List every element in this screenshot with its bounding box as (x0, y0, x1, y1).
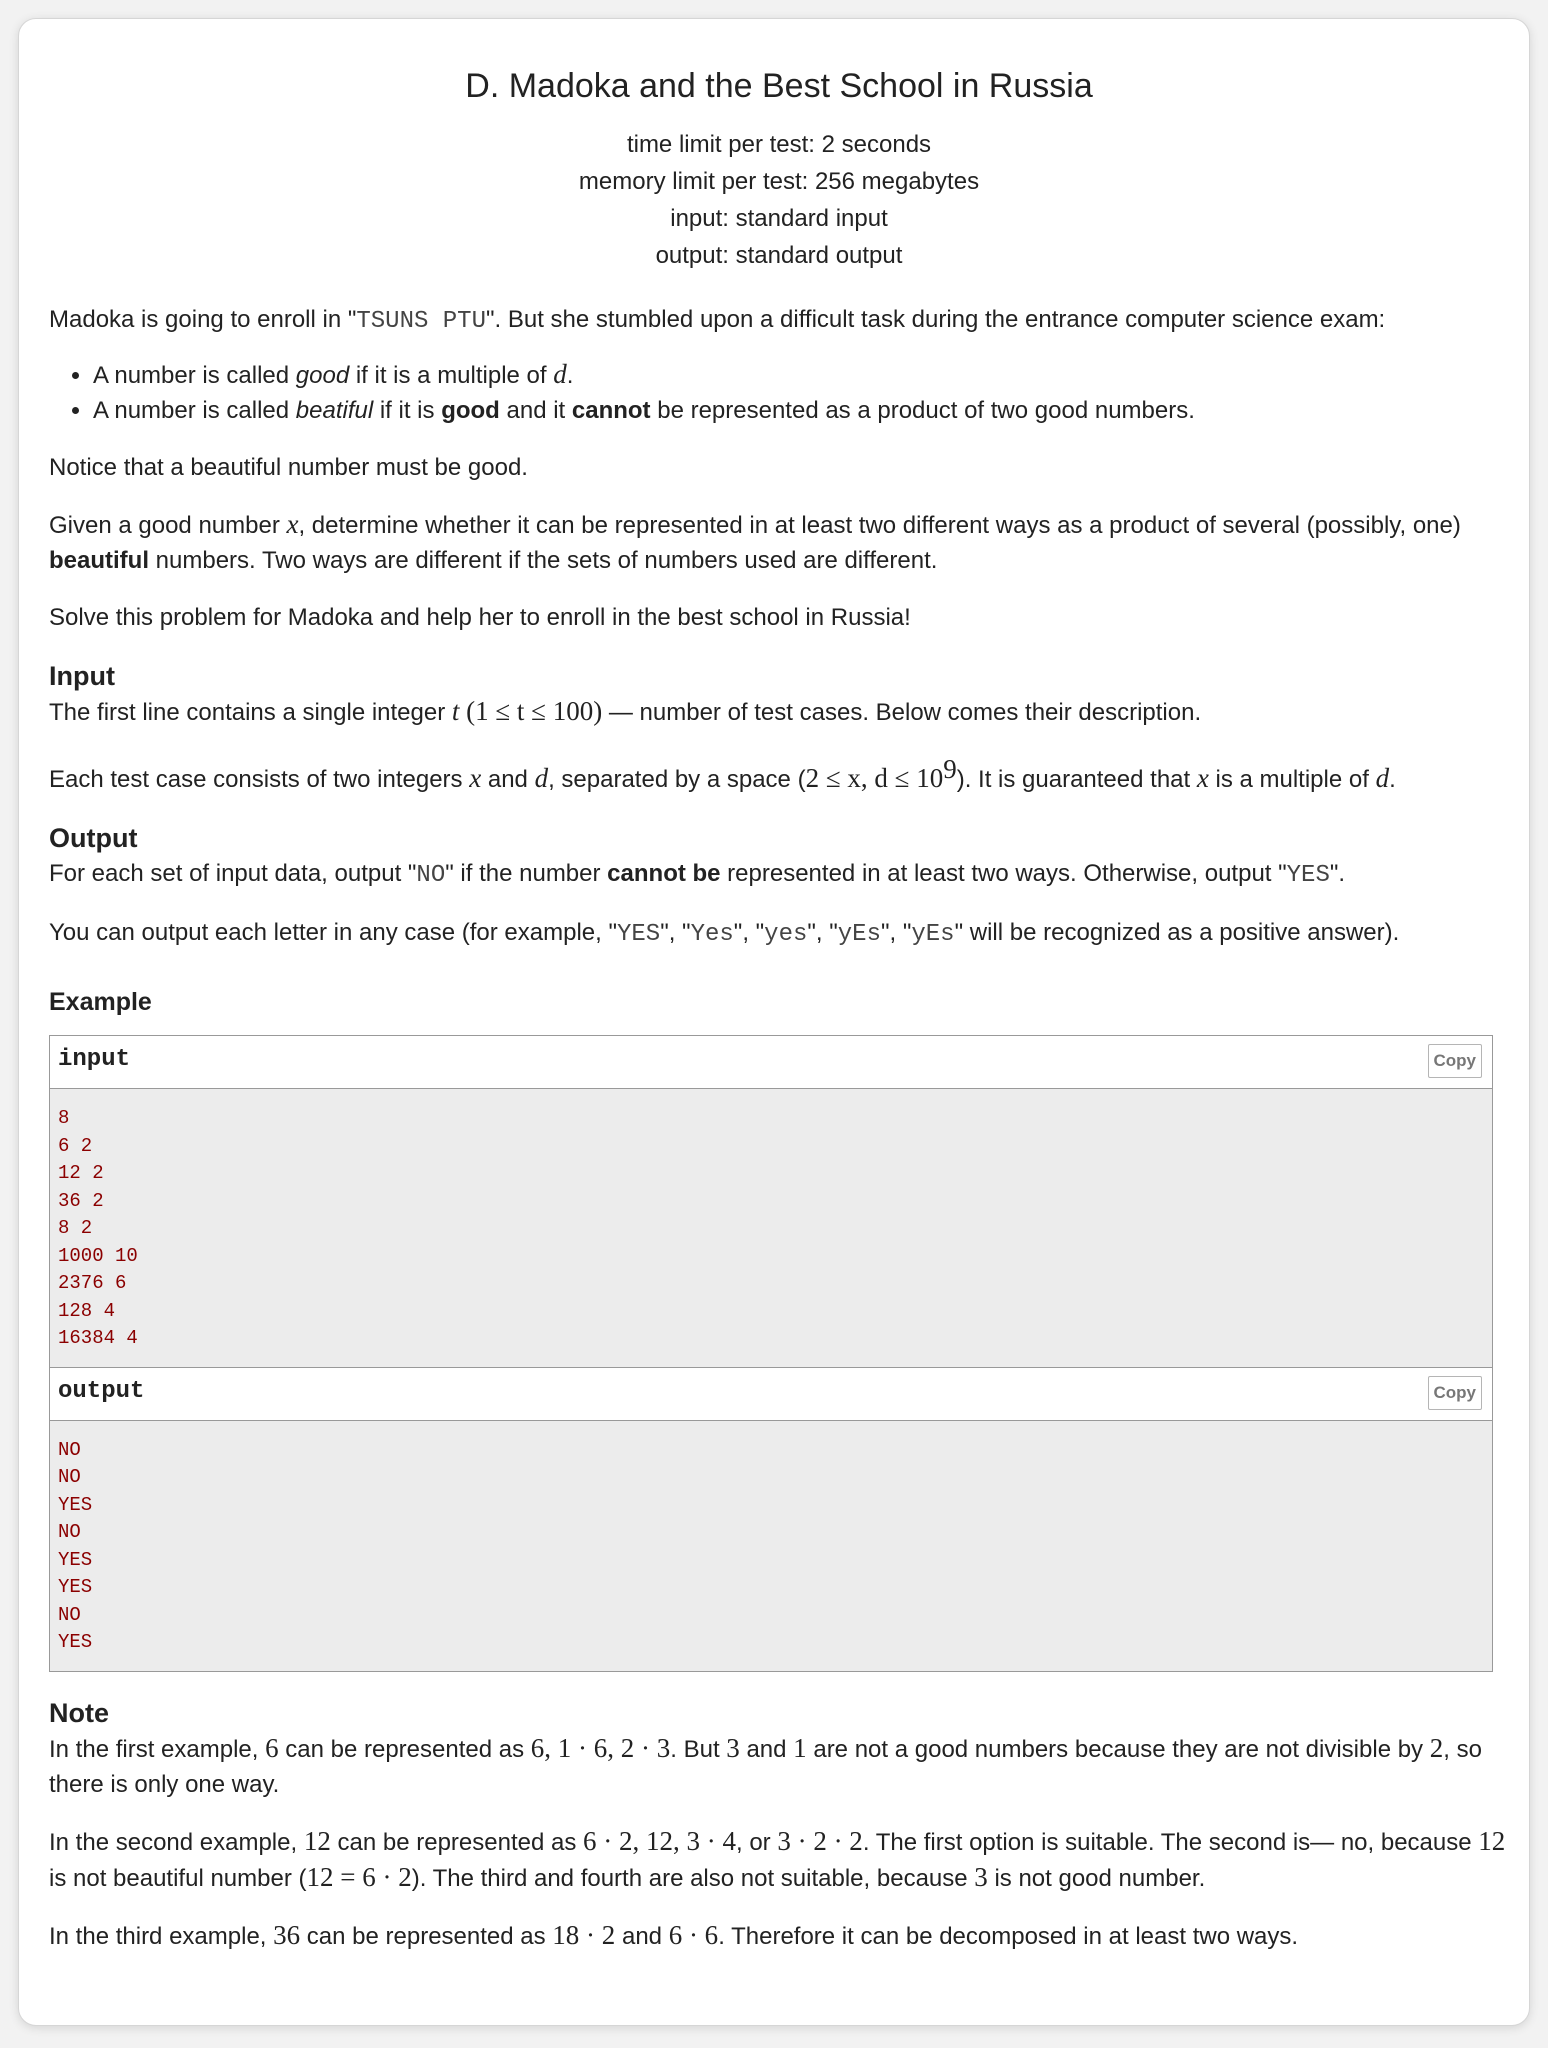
note-paragraph: In the third example, 36 can be represented as 18 · 2 and 6 · 6. Therefore it can be decomposed in at least two ways. (49, 1919, 1299, 1950)
input-line: 8 (58, 1107, 70, 1129)
copy-input-button[interactable]: Copy (1428, 1044, 1483, 1078)
output-label: output (58, 1377, 145, 1405)
output-heading: Output (49, 823, 138, 853)
code-snippet: TSUNS PTU (356, 308, 486, 335)
input-heading: Input (49, 661, 115, 691)
time-limit: time limit per test: 2 seconds (626, 131, 932, 158)
statement-paragraph: Madoka is going to enroll in "TSUNS PTU". But she stumbled upon a difficult task during the entrance computer science exam: (49, 306, 1386, 335)
output-line: NO (58, 1521, 81, 1543)
output-block (50, 1421, 1492, 1671)
input-line: 1000 10 (58, 1244, 138, 1267)
list-item: • A number is called good if it is a multiple of d. (93, 357, 1509, 393)
memory-limit: memory limit per test: 256 megabytes (578, 168, 980, 195)
input-line: 16384 4 (58, 1327, 138, 1349)
input-label: input (58, 1046, 131, 1073)
input-paragraph: The first line contains a single integer t (1 ≤ t ≤ 100) — number of test cases. Below comes their description. (49, 696, 1202, 726)
statement-paragraph: Notice that a beautiful number must be good. (49, 454, 528, 481)
output-header (50, 1368, 1492, 1421)
definition-list (49, 357, 1509, 428)
output-line: NO (58, 1466, 81, 1488)
output-line: YES (58, 1548, 93, 1571)
output-line: YES (58, 1493, 93, 1516)
statement-paragraph: Solve this problem for Madoka and help her to enroll in the best school in Russia! (49, 604, 911, 631)
output-type: output: standard output (655, 242, 903, 269)
note-paragraph: In the second example, 12 can be represented as 6 · 2, 12, 3 · 4, or 3 · 2 · 2. The first option is suitable. The second is— no, because 12 is not beautiful number (12 = 6 · 2). The third and fourth are also not suitable, because 3 is not good number. (49, 1825, 1506, 1892)
example-heading: Example (49, 988, 152, 1016)
input-line: 2376 6 (58, 1272, 127, 1294)
note-heading: Note (49, 1697, 109, 1728)
input-paragraph: Each test case consists of two integers x and d, separated by a space (2 ≤ x, $d \le 10^9$). It is guaranteed that x is a multiple of d. (49, 754, 1396, 793)
output-line: NO (58, 1438, 81, 1461)
note-paragraph: In the first example, 6 can be represented as 6, 1 · 6, 2 · 3. But 3 and 1 are not a good numbers because they are not divisible by 2, so there is only one way. (49, 1732, 1482, 1798)
statement-paragraph: Given a good number x, determine whether it can be represented in at least two different ways as a product of several (possibly, one) beautiful numbers. Two ways are different if the sets of numbers used are different. (49, 509, 1461, 574)
problem-content (49, 67, 1509, 1954)
list-item: • A number is called beatiful if it is good and it cannot be represented as a product of two good numbers. (93, 393, 1509, 428)
input-line: 12 2 (58, 1162, 104, 1184)
input-line: 36 2 (58, 1189, 104, 1212)
input-line: 8 2 (58, 1217, 93, 1239)
input-line: 6 2 (58, 1134, 93, 1157)
output-line: NO (58, 1603, 81, 1626)
input-header (50, 1036, 1492, 1089)
copy-output-button[interactable]: Copy (1428, 1376, 1483, 1410)
output-paragraph: For each set of input data, output "NO" if the number cannot be represented in at least two ways. Otherwise, output "YES". (49, 860, 1346, 889)
sample-test (49, 1035, 1493, 1672)
input-block (50, 1089, 1492, 1367)
problem-title: D. Madoka and the Best School in Russia (465, 67, 1093, 105)
input-type: input: standard input (670, 205, 888, 232)
output-paragraph: You can output each letter in any case (for example, "YES", "Yes", "yes", "yEs", "yEs" will be recognized as a positive answer). (49, 919, 1400, 948)
output-line: YES (58, 1576, 93, 1598)
output-line: YES (58, 1631, 93, 1653)
input-line: 128 4 (58, 1299, 116, 1322)
problem-card (18, 18, 1530, 2026)
